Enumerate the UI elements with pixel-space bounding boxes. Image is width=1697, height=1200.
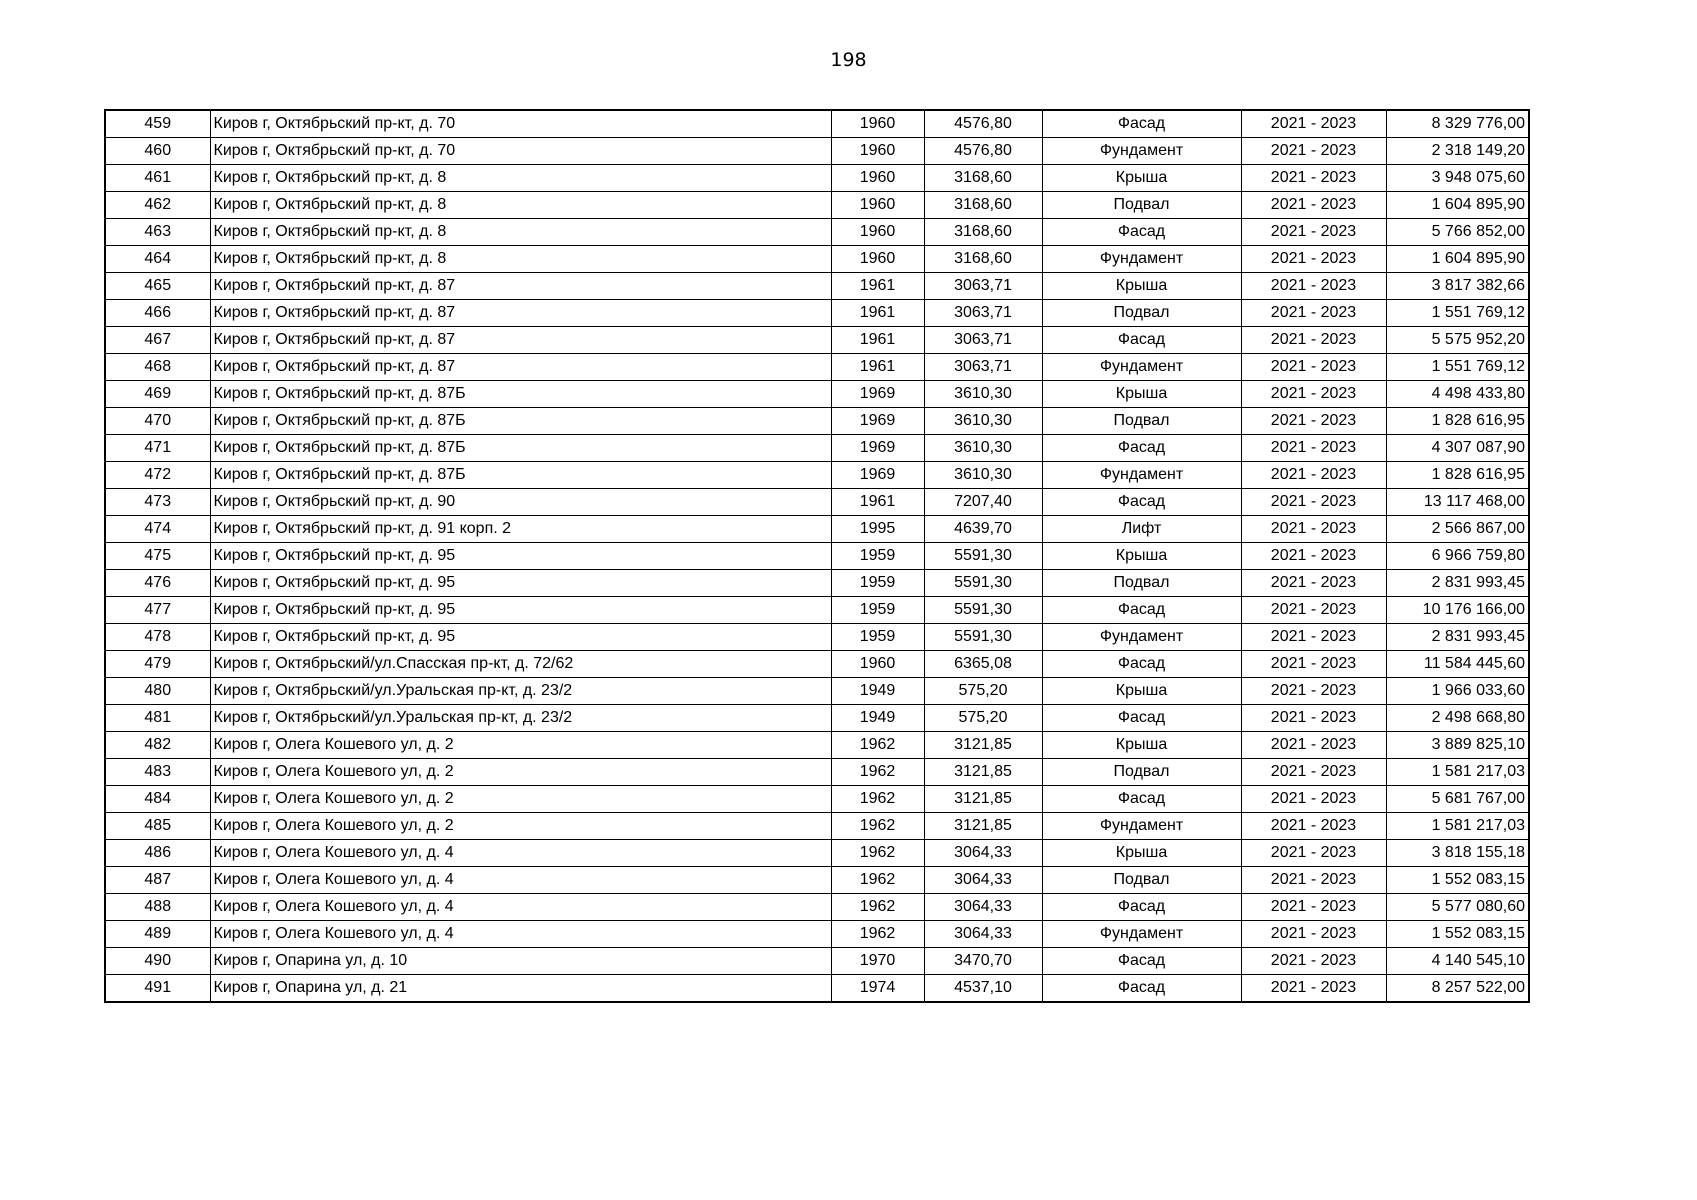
area-cell: 3610,30 — [924, 435, 1042, 462]
area-cell: 3063,71 — [924, 327, 1042, 354]
cost-cell: 4 140 545,10 — [1386, 948, 1529, 975]
period-cell: 2021 - 2023 — [1241, 516, 1386, 543]
address-cell: Киров г, Олега Кошевого ул, д. 4 — [210, 840, 831, 867]
row-number-cell: 487 — [105, 867, 210, 894]
area-cell: 3470,70 — [924, 948, 1042, 975]
period-cell: 2021 - 2023 — [1241, 138, 1386, 165]
period-cell: 2021 - 2023 — [1241, 705, 1386, 732]
build-year-cell: 1962 — [831, 840, 924, 867]
area-cell: 3063,71 — [924, 273, 1042, 300]
build-year-cell: 1959 — [831, 570, 924, 597]
work-type-cell: Фасад — [1042, 786, 1241, 813]
build-year-cell: 1960 — [831, 192, 924, 219]
work-type-cell: Фундамент — [1042, 246, 1241, 273]
address-cell: Киров г, Октябрьский пр-кт, д. 95 — [210, 543, 831, 570]
period-cell: 2021 - 2023 — [1241, 327, 1386, 354]
period-cell: 2021 - 2023 — [1241, 192, 1386, 219]
table-row — [105, 678, 1529, 705]
row-number-cell: 459 — [105, 110, 210, 138]
area-cell: 3610,30 — [924, 381, 1042, 408]
area-cell: 3610,30 — [924, 408, 1042, 435]
table-row — [105, 489, 1529, 516]
cost-cell: 4 307 087,90 — [1386, 435, 1529, 462]
period-cell: 2021 - 2023 — [1241, 597, 1386, 624]
area-cell: 3064,33 — [924, 867, 1042, 894]
area-cell: 3064,33 — [924, 921, 1042, 948]
cost-cell: 1 581 217,03 — [1386, 813, 1529, 840]
row-number-cell: 490 — [105, 948, 210, 975]
area-cell: 5591,30 — [924, 624, 1042, 651]
build-year-cell: 1969 — [831, 462, 924, 489]
cost-cell: 1 828 616,95 — [1386, 462, 1529, 489]
table-row — [105, 651, 1529, 678]
row-number-cell: 464 — [105, 246, 210, 273]
cost-cell: 1 604 895,90 — [1386, 246, 1529, 273]
row-number-cell: 486 — [105, 840, 210, 867]
period-cell: 2021 - 2023 — [1241, 651, 1386, 678]
address-cell: Киров г, Октябрьский пр-кт, д. 8 — [210, 219, 831, 246]
build-year-cell: 1961 — [831, 273, 924, 300]
area-cell: 3610,30 — [924, 462, 1042, 489]
area-cell: 3121,85 — [924, 759, 1042, 786]
cost-cell: 6 966 759,80 — [1386, 543, 1529, 570]
address-cell: Киров г, Олега Кошевого ул, д. 2 — [210, 759, 831, 786]
row-number-cell: 461 — [105, 165, 210, 192]
period-cell: 2021 - 2023 — [1241, 894, 1386, 921]
area-cell: 5591,30 — [924, 543, 1042, 570]
build-year-cell: 1960 — [831, 110, 924, 138]
area-cell: 4576,80 — [924, 138, 1042, 165]
area-cell: 4639,70 — [924, 516, 1042, 543]
work-type-cell: Крыша — [1042, 165, 1241, 192]
cost-cell: 1 552 083,15 — [1386, 921, 1529, 948]
row-number-cell: 485 — [105, 813, 210, 840]
table-row — [105, 435, 1529, 462]
build-year-cell: 1959 — [831, 624, 924, 651]
cost-cell: 10 176 166,00 — [1386, 597, 1529, 624]
area-cell: 7207,40 — [924, 489, 1042, 516]
cost-cell: 5 766 852,00 — [1386, 219, 1529, 246]
work-type-cell: Фасад — [1042, 489, 1241, 516]
row-number-cell: 479 — [105, 651, 210, 678]
cost-cell: 13 117 468,00 — [1386, 489, 1529, 516]
table-row — [105, 624, 1529, 651]
address-cell: Киров г, Октябрьский/ул.Спасская пр-кт, д. 72/62 — [210, 651, 831, 678]
table-row — [105, 786, 1529, 813]
build-year-cell: 1969 — [831, 408, 924, 435]
address-cell: Киров г, Олега Кошевого ул, д. 4 — [210, 867, 831, 894]
work-type-cell: Фасад — [1042, 219, 1241, 246]
table-row — [105, 408, 1529, 435]
table-row — [105, 246, 1529, 273]
period-cell: 2021 - 2023 — [1241, 110, 1386, 138]
table-row — [105, 840, 1529, 867]
work-type-cell: Фундамент — [1042, 354, 1241, 381]
period-cell: 2021 - 2023 — [1241, 354, 1386, 381]
period-cell: 2021 - 2023 — [1241, 759, 1386, 786]
work-type-cell: Крыша — [1042, 678, 1241, 705]
period-cell: 2021 - 2023 — [1241, 948, 1386, 975]
period-cell: 2021 - 2023 — [1241, 786, 1386, 813]
table-row — [105, 570, 1529, 597]
address-cell: Киров г, Олега Кошевого ул, д. 4 — [210, 921, 831, 948]
cost-cell: 3 818 155,18 — [1386, 840, 1529, 867]
table-row — [105, 705, 1529, 732]
row-number-cell: 471 — [105, 435, 210, 462]
table-row — [105, 273, 1529, 300]
table-row — [105, 327, 1529, 354]
table-row — [105, 138, 1529, 165]
row-number-cell: 463 — [105, 219, 210, 246]
address-cell: Киров г, Октябрьский/ул.Уральская пр-кт, д. 23/2 — [210, 678, 831, 705]
address-cell: Киров г, Октябрьский/ул.Уральская пр-кт, д. 23/2 — [210, 705, 831, 732]
work-type-cell: Фундамент — [1042, 813, 1241, 840]
cost-cell: 8 329 776,00 — [1386, 110, 1529, 138]
row-number-cell: 462 — [105, 192, 210, 219]
work-type-cell: Фасад — [1042, 327, 1241, 354]
build-year-cell: 1960 — [831, 246, 924, 273]
period-cell: 2021 - 2023 — [1241, 246, 1386, 273]
work-type-cell: Фасад — [1042, 597, 1241, 624]
work-type-cell: Фасад — [1042, 705, 1241, 732]
build-year-cell: 1961 — [831, 327, 924, 354]
work-type-cell: Фасад — [1042, 894, 1241, 921]
build-year-cell: 1962 — [831, 867, 924, 894]
area-cell: 6365,08 — [924, 651, 1042, 678]
work-type-cell: Фундамент — [1042, 624, 1241, 651]
work-type-cell: Подвал — [1042, 570, 1241, 597]
cost-cell: 11 584 445,60 — [1386, 651, 1529, 678]
cost-cell: 2 318 149,20 — [1386, 138, 1529, 165]
address-cell: Киров г, Олега Кошевого ул, д. 2 — [210, 786, 831, 813]
cost-cell: 1 604 895,90 — [1386, 192, 1529, 219]
row-number-cell: 467 — [105, 327, 210, 354]
row-number-cell: 476 — [105, 570, 210, 597]
row-number-cell: 483 — [105, 759, 210, 786]
work-type-cell: Крыша — [1042, 543, 1241, 570]
work-type-cell: Фасад — [1042, 110, 1241, 138]
cost-cell: 5 575 952,20 — [1386, 327, 1529, 354]
period-cell: 2021 - 2023 — [1241, 273, 1386, 300]
table-row — [105, 732, 1529, 759]
table-row — [105, 543, 1529, 570]
work-type-cell: Подвал — [1042, 408, 1241, 435]
address-cell: Киров г, Олега Кошевого ул, д. 2 — [210, 732, 831, 759]
row-number-cell: 482 — [105, 732, 210, 759]
work-type-cell: Подвал — [1042, 192, 1241, 219]
address-cell: Киров г, Октябрьский пр-кт, д. 91 корп. 2 — [210, 516, 831, 543]
address-cell: Киров г, Октябрьский пр-кт, д. 87Б — [210, 381, 831, 408]
row-number-cell: 484 — [105, 786, 210, 813]
work-type-cell: Крыша — [1042, 840, 1241, 867]
table-row — [105, 354, 1529, 381]
work-type-cell: Лифт — [1042, 516, 1241, 543]
table-row — [105, 813, 1529, 840]
address-cell: Киров г, Октябрьский пр-кт, д. 8 — [210, 192, 831, 219]
cost-cell: 5 577 080,60 — [1386, 894, 1529, 921]
work-type-cell: Крыша — [1042, 381, 1241, 408]
build-year-cell: 1960 — [831, 219, 924, 246]
build-year-cell: 1949 — [831, 678, 924, 705]
repair-schedule-table — [104, 109, 1530, 1003]
area-cell: 3063,71 — [924, 354, 1042, 381]
cost-cell: 1 551 769,12 — [1386, 354, 1529, 381]
table-row — [105, 894, 1529, 921]
build-year-cell: 1962 — [831, 921, 924, 948]
table-row — [105, 462, 1529, 489]
cost-cell: 2 498 668,80 — [1386, 705, 1529, 732]
address-cell: Киров г, Октябрьский пр-кт, д. 87 — [210, 300, 831, 327]
work-type-cell: Фасад — [1042, 975, 1241, 1003]
address-cell: Киров г, Октябрьский пр-кт, д. 87Б — [210, 462, 831, 489]
period-cell: 2021 - 2023 — [1241, 381, 1386, 408]
address-cell: Киров г, Октябрьский пр-кт, д. 90 — [210, 489, 831, 516]
period-cell: 2021 - 2023 — [1241, 867, 1386, 894]
row-number-cell: 474 — [105, 516, 210, 543]
table-row — [105, 300, 1529, 327]
area-cell: 575,20 — [924, 705, 1042, 732]
table-body — [105, 110, 1529, 1002]
row-number-cell: 469 — [105, 381, 210, 408]
address-cell: Киров г, Олега Кошевого ул, д. 4 — [210, 894, 831, 921]
period-cell: 2021 - 2023 — [1241, 921, 1386, 948]
build-year-cell: 1995 — [831, 516, 924, 543]
build-year-cell: 1960 — [831, 651, 924, 678]
address-cell: Киров г, Октябрьский пр-кт, д. 8 — [210, 246, 831, 273]
row-number-cell: 480 — [105, 678, 210, 705]
build-year-cell: 1974 — [831, 975, 924, 1003]
address-cell: Киров г, Октябрьский пр-кт, д. 87 — [210, 273, 831, 300]
row-number-cell: 477 — [105, 597, 210, 624]
cost-cell: 8 257 522,00 — [1386, 975, 1529, 1003]
area-cell: 3168,60 — [924, 246, 1042, 273]
build-year-cell: 1962 — [831, 759, 924, 786]
address-cell: Киров г, Опарина ул, д. 21 — [210, 975, 831, 1003]
work-type-cell: Крыша — [1042, 732, 1241, 759]
page-number: 198 — [830, 49, 867, 71]
address-cell: Киров г, Октябрьский пр-кт, д. 95 — [210, 624, 831, 651]
period-cell: 2021 - 2023 — [1241, 408, 1386, 435]
work-type-cell: Фундамент — [1042, 921, 1241, 948]
cost-cell: 1 581 217,03 — [1386, 759, 1529, 786]
work-type-cell: Подвал — [1042, 759, 1241, 786]
build-year-cell: 1961 — [831, 300, 924, 327]
address-cell: Киров г, Октябрьский пр-кт, д. 95 — [210, 570, 831, 597]
row-number-cell: 475 — [105, 543, 210, 570]
build-year-cell: 1962 — [831, 894, 924, 921]
cost-cell: 1 828 616,95 — [1386, 408, 1529, 435]
build-year-cell: 1970 — [831, 948, 924, 975]
address-cell: Киров г, Октябрьский пр-кт, д. 87Б — [210, 435, 831, 462]
period-cell: 2021 - 2023 — [1241, 165, 1386, 192]
table-row — [105, 867, 1529, 894]
table-row — [105, 516, 1529, 543]
address-cell: Киров г, Октябрьский пр-кт, д. 87 — [210, 327, 831, 354]
cost-cell: 4 498 433,80 — [1386, 381, 1529, 408]
table-row — [105, 921, 1529, 948]
work-type-cell: Фундамент — [1042, 138, 1241, 165]
build-year-cell: 1962 — [831, 786, 924, 813]
build-year-cell: 1962 — [831, 813, 924, 840]
area-cell: 5591,30 — [924, 570, 1042, 597]
area-cell: 575,20 — [924, 678, 1042, 705]
period-cell: 2021 - 2023 — [1241, 543, 1386, 570]
row-number-cell: 478 — [105, 624, 210, 651]
cost-cell: 3 889 825,10 — [1386, 732, 1529, 759]
period-cell: 2021 - 2023 — [1241, 678, 1386, 705]
area-cell: 3121,85 — [924, 732, 1042, 759]
cost-cell: 2 831 993,45 — [1386, 570, 1529, 597]
build-year-cell: 1969 — [831, 381, 924, 408]
period-cell: 2021 - 2023 — [1241, 975, 1386, 1003]
row-number-cell: 481 — [105, 705, 210, 732]
area-cell: 3168,60 — [924, 192, 1042, 219]
cost-cell: 3 948 075,60 — [1386, 165, 1529, 192]
area-cell: 3121,85 — [924, 813, 1042, 840]
work-type-cell: Подвал — [1042, 300, 1241, 327]
work-type-cell: Фасад — [1042, 651, 1241, 678]
row-number-cell: 465 — [105, 273, 210, 300]
cost-cell: 1 966 033,60 — [1386, 678, 1529, 705]
table-row — [105, 219, 1529, 246]
build-year-cell: 1969 — [831, 435, 924, 462]
row-number-cell: 466 — [105, 300, 210, 327]
period-cell: 2021 - 2023 — [1241, 489, 1386, 516]
work-type-cell: Фасад — [1042, 435, 1241, 462]
table-row — [105, 759, 1529, 786]
work-type-cell: Фасад — [1042, 948, 1241, 975]
area-cell: 3063,71 — [924, 300, 1042, 327]
period-cell: 2021 - 2023 — [1241, 813, 1386, 840]
row-number-cell: 491 — [105, 975, 210, 1003]
build-year-cell: 1959 — [831, 597, 924, 624]
build-year-cell: 1962 — [831, 732, 924, 759]
table-row — [105, 381, 1529, 408]
build-year-cell: 1959 — [831, 543, 924, 570]
area-cell: 3064,33 — [924, 894, 1042, 921]
cost-cell: 2 831 993,45 — [1386, 624, 1529, 651]
cost-cell: 2 566 867,00 — [1386, 516, 1529, 543]
period-cell: 2021 - 2023 — [1241, 435, 1386, 462]
period-cell: 2021 - 2023 — [1241, 300, 1386, 327]
address-cell: Киров г, Опарина ул, д. 10 — [210, 948, 831, 975]
build-year-cell: 1949 — [831, 705, 924, 732]
build-year-cell: 1961 — [831, 354, 924, 381]
row-number-cell: 489 — [105, 921, 210, 948]
period-cell: 2021 - 2023 — [1241, 732, 1386, 759]
period-cell: 2021 - 2023 — [1241, 570, 1386, 597]
row-number-cell: 468 — [105, 354, 210, 381]
row-number-cell: 472 — [105, 462, 210, 489]
address-cell: Киров г, Октябрьский пр-кт, д. 95 — [210, 597, 831, 624]
row-number-cell: 488 — [105, 894, 210, 921]
cost-cell: 1 552 083,15 — [1386, 867, 1529, 894]
address-cell: Киров г, Октябрьский пр-кт, д. 87 — [210, 354, 831, 381]
area-cell: 3064,33 — [924, 840, 1042, 867]
area-cell: 4537,10 — [924, 975, 1042, 1003]
row-number-cell: 473 — [105, 489, 210, 516]
table-row — [105, 192, 1529, 219]
work-type-cell: Подвал — [1042, 867, 1241, 894]
area-cell: 3168,60 — [924, 165, 1042, 192]
build-year-cell: 1960 — [831, 138, 924, 165]
table-row — [105, 975, 1529, 1003]
table-row — [105, 165, 1529, 192]
address-cell: Киров г, Октябрьский пр-кт, д. 70 — [210, 138, 831, 165]
period-cell: 2021 - 2023 — [1241, 462, 1386, 489]
area-cell: 3168,60 — [924, 219, 1042, 246]
build-year-cell: 1960 — [831, 165, 924, 192]
table-row — [105, 110, 1529, 138]
work-type-cell: Фундамент — [1042, 462, 1241, 489]
table-row — [105, 597, 1529, 624]
address-cell: Киров г, Октябрьский пр-кт, д. 70 — [210, 110, 831, 138]
row-number-cell: 470 — [105, 408, 210, 435]
cost-cell: 5 681 767,00 — [1386, 786, 1529, 813]
build-year-cell: 1961 — [831, 489, 924, 516]
address-cell: Киров г, Олега Кошевого ул, д. 2 — [210, 813, 831, 840]
area-cell: 4576,80 — [924, 110, 1042, 138]
period-cell: 2021 - 2023 — [1241, 624, 1386, 651]
cost-cell: 1 551 769,12 — [1386, 300, 1529, 327]
cost-cell: 3 817 382,66 — [1386, 273, 1529, 300]
address-cell: Киров г, Октябрьский пр-кт, д. 8 — [210, 165, 831, 192]
period-cell: 2021 - 2023 — [1241, 840, 1386, 867]
work-type-cell: Крыша — [1042, 273, 1241, 300]
address-cell: Киров г, Октябрьский пр-кт, д. 87Б — [210, 408, 831, 435]
area-cell: 5591,30 — [924, 597, 1042, 624]
table-row — [105, 948, 1529, 975]
row-number-cell: 460 — [105, 138, 210, 165]
period-cell: 2021 - 2023 — [1241, 219, 1386, 246]
area-cell: 3121,85 — [924, 786, 1042, 813]
